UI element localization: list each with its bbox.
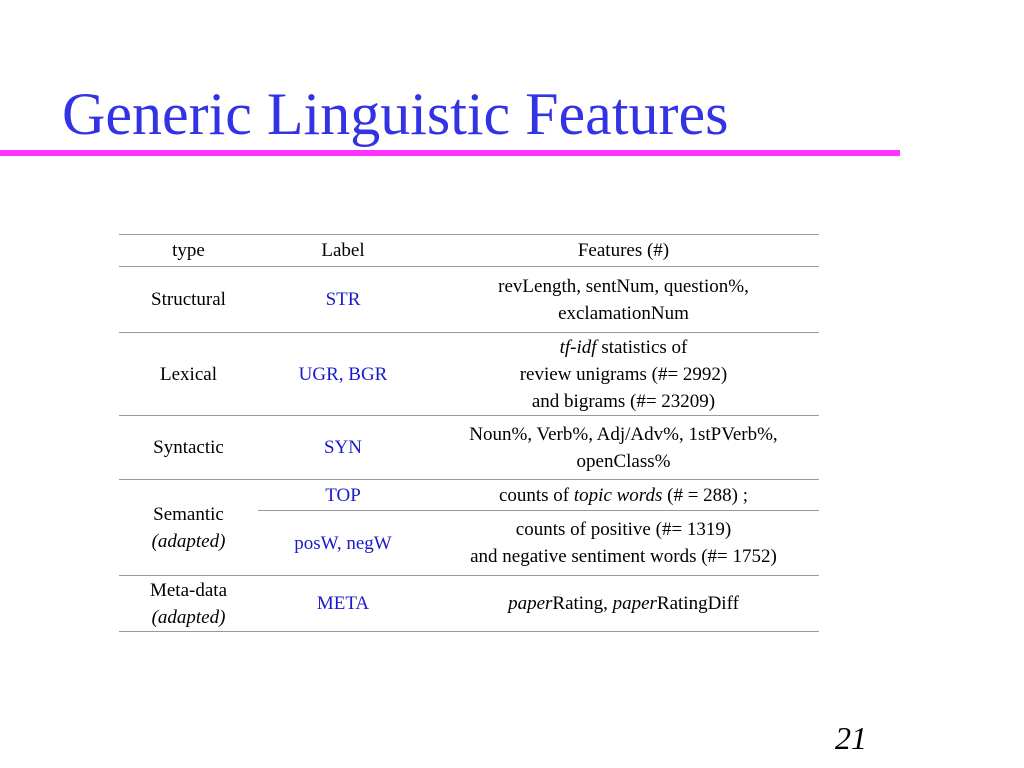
cell-type-meta [119, 576, 258, 632]
header-label: Label [258, 235, 428, 267]
features-italic-text: paper [508, 593, 553, 614]
features-italic-text: tf-idf [559, 336, 597, 358]
features-text: counts of [498, 484, 574, 506]
features-line: openClass% [576, 450, 671, 472]
table-row-lexical [119, 333, 819, 416]
table-row-meta [119, 576, 819, 632]
slide-title: Generic Linguistic Features [62, 81, 729, 147]
cell-type-semantic [119, 480, 258, 576]
features-line: exclamationNum [558, 302, 689, 324]
header-features: Features (#) [428, 235, 819, 267]
type-text: Semantic [153, 503, 224, 525]
features-line: and bigrams (#= 23209) [531, 390, 716, 412]
cell-features-structural [428, 267, 819, 333]
table-header-row [119, 235, 819, 267]
title-underline [0, 150, 900, 156]
header-type: type [119, 235, 258, 267]
features-text: (# = 288) ; [662, 484, 749, 506]
page-number: 21 [835, 720, 867, 756]
features-text: RatingDiff [656, 593, 739, 614]
features-italic-text: topic words [573, 484, 663, 506]
cell-label-lexical: UGR, BGR [258, 333, 428, 416]
cell-features-posneg [428, 511, 819, 576]
cell-type-structural: Structural [119, 267, 258, 333]
type-note: (adapted) [151, 606, 226, 628]
features-line: and negative sentiment words (#= 1752) [470, 546, 777, 567]
table-row-semantic-top [119, 480, 819, 511]
features-text: Rating, [552, 593, 613, 614]
cell-label-top: TOP [258, 480, 428, 511]
cell-label-meta: META [258, 576, 428, 632]
features-line: counts of positive (#= 1319) [515, 519, 732, 540]
cell-label-posneg: posW, negW [258, 511, 428, 576]
features-line: Noun%, Verb%, Adj/Adv%, 1stPVerb%, [469, 423, 778, 445]
type-text: Meta-data [149, 579, 227, 601]
cell-features-meta [428, 576, 819, 632]
cell-label-structural: STR [258, 267, 428, 333]
cell-features-lexical [428, 333, 819, 416]
features-text: statistics of [596, 336, 688, 358]
table-row-syntactic [119, 416, 819, 480]
cell-type-syntactic: Syntactic [119, 416, 258, 480]
cell-label-syntactic: SYN [258, 416, 428, 480]
features-italic-text: paper [612, 593, 657, 614]
table-row-structural [119, 267, 819, 333]
cell-features-syntactic [428, 416, 819, 480]
features-line: revLength, sentNum, question%, [498, 275, 749, 297]
type-note: (adapted) [151, 530, 226, 552]
cell-type-lexical: Lexical [119, 333, 258, 416]
features-line: review unigrams (#= 2992) [519, 363, 728, 385]
cell-features-top [428, 480, 819, 511]
features-table [119, 234, 819, 632]
